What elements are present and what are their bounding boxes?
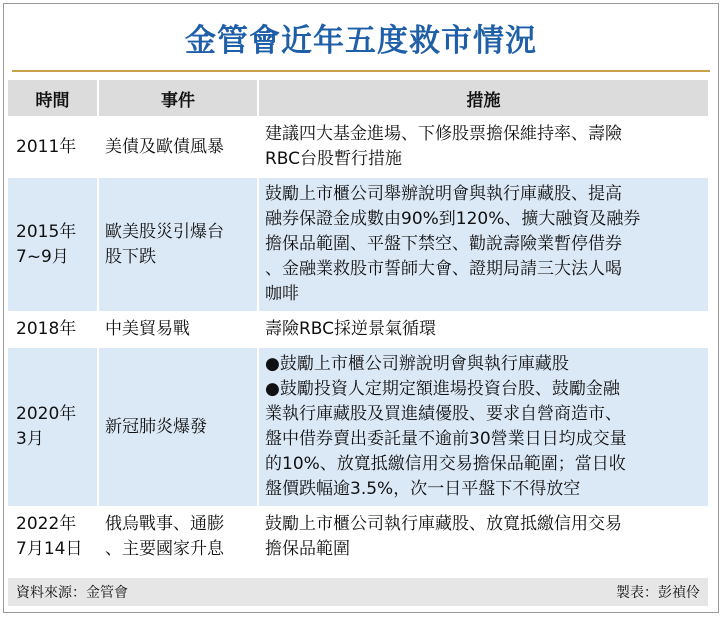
- page-title: 金管會近年五度救市情況: [185, 22, 537, 59]
- table-row: [8, 507, 708, 566]
- time-cell: [8, 312, 98, 347]
- time-cell: [8, 507, 98, 566]
- table-body: [8, 117, 708, 566]
- measures-line: 鼓勵上市櫃公司舉辦說明會與執行庫藏股、提高: [265, 184, 622, 204]
- measures-line: 盤價跌幅逾3.5%，次一日平盤下不得放空: [265, 479, 581, 499]
- event-line: 股下跌: [105, 246, 156, 267]
- measures-line: 的10%、放寬抵繳信用交易擔保品範圍；當日收: [265, 454, 626, 474]
- time-line: 7~9月: [16, 246, 69, 267]
- measures-line: ●鼓勵投資人定期定額進場投資台股、鼓勵金融: [265, 379, 620, 399]
- time-cell: [8, 117, 98, 177]
- measures-line: 業執行庫藏股及買進績優股、要求自營商造市、: [265, 404, 622, 424]
- event-cell: [98, 312, 258, 347]
- measures-line: 融券保證金成數由90%到120%、擴大融資及融券: [265, 209, 641, 229]
- header-time: 時間: [8, 80, 98, 117]
- measures-cell: [258, 347, 708, 507]
- time-cell: [8, 347, 98, 507]
- table-row: [8, 312, 708, 347]
- time-line: 2015年: [16, 221, 77, 242]
- measures-line: 盤中借券賣出委託量不逾前30營業日日均成交量: [265, 429, 627, 449]
- measures-line: 鼓勵上市櫃公司執行庫藏股、放寬抵繳信用交易: [265, 514, 622, 534]
- event-line: 俄烏戰事、通膨: [105, 514, 224, 534]
- measures-line: ●鼓勵上市櫃公司辦說明會與執行庫藏股: [265, 354, 569, 374]
- event-line: 歐美股災引爆台: [105, 221, 224, 242]
- event-line: 、主要國家升息: [105, 539, 224, 559]
- event-line: 美債及歐債風暴: [105, 136, 224, 157]
- event-line: 新冠肺炎爆發: [105, 416, 207, 437]
- time-line: 2022年: [16, 514, 77, 534]
- event-cell: [98, 177, 258, 312]
- header-measures: 措施: [258, 80, 708, 117]
- event-cell: [98, 507, 258, 566]
- measures-cell: [258, 507, 708, 566]
- table-header-row: [8, 80, 708, 117]
- measures-line: 咖啡: [265, 284, 299, 304]
- time-line: 3月: [16, 429, 44, 449]
- time-cell: [8, 177, 98, 312]
- measures-line: 、金融業救股市誓師大會、證期局請三大法人喝: [265, 259, 622, 279]
- event-cell: [98, 117, 258, 177]
- measures-cell: [258, 312, 708, 347]
- table-row: [8, 117, 708, 177]
- source-note: 資料來源：金管會: [16, 585, 128, 601]
- measures-cell: [258, 177, 708, 312]
- table-row: [8, 177, 708, 312]
- event-cell: [98, 347, 258, 507]
- measures-line: 建議四大基金進場、下修股票擔保維持率、壽險: [265, 124, 622, 144]
- measures-line: 擔保品範圍: [265, 539, 350, 559]
- footer-bar: [8, 578, 708, 606]
- event-line: 中美貿易戰: [105, 319, 190, 339]
- header-event: 事件: [98, 80, 258, 117]
- measures-line: RBC台股暫行措施: [265, 149, 403, 169]
- measures-line: 壽險RBC採逆景氣循環: [265, 319, 437, 339]
- time-line: 2011年: [16, 136, 77, 157]
- time-line: 2018年: [16, 319, 77, 339]
- measures-cell: [258, 117, 708, 177]
- title-divider: [12, 70, 710, 72]
- title-bar: [4, 4, 718, 70]
- measures-table: [8, 80, 708, 566]
- time-line: 7月14日: [16, 539, 83, 559]
- measures-line: 擔保品範圍、平盤下禁空、勸說壽險業暫停借券: [265, 234, 622, 254]
- time-line: 2020年: [16, 404, 77, 424]
- table-row: [8, 347, 708, 507]
- credit-note: 製表：彭禎伶: [616, 585, 700, 601]
